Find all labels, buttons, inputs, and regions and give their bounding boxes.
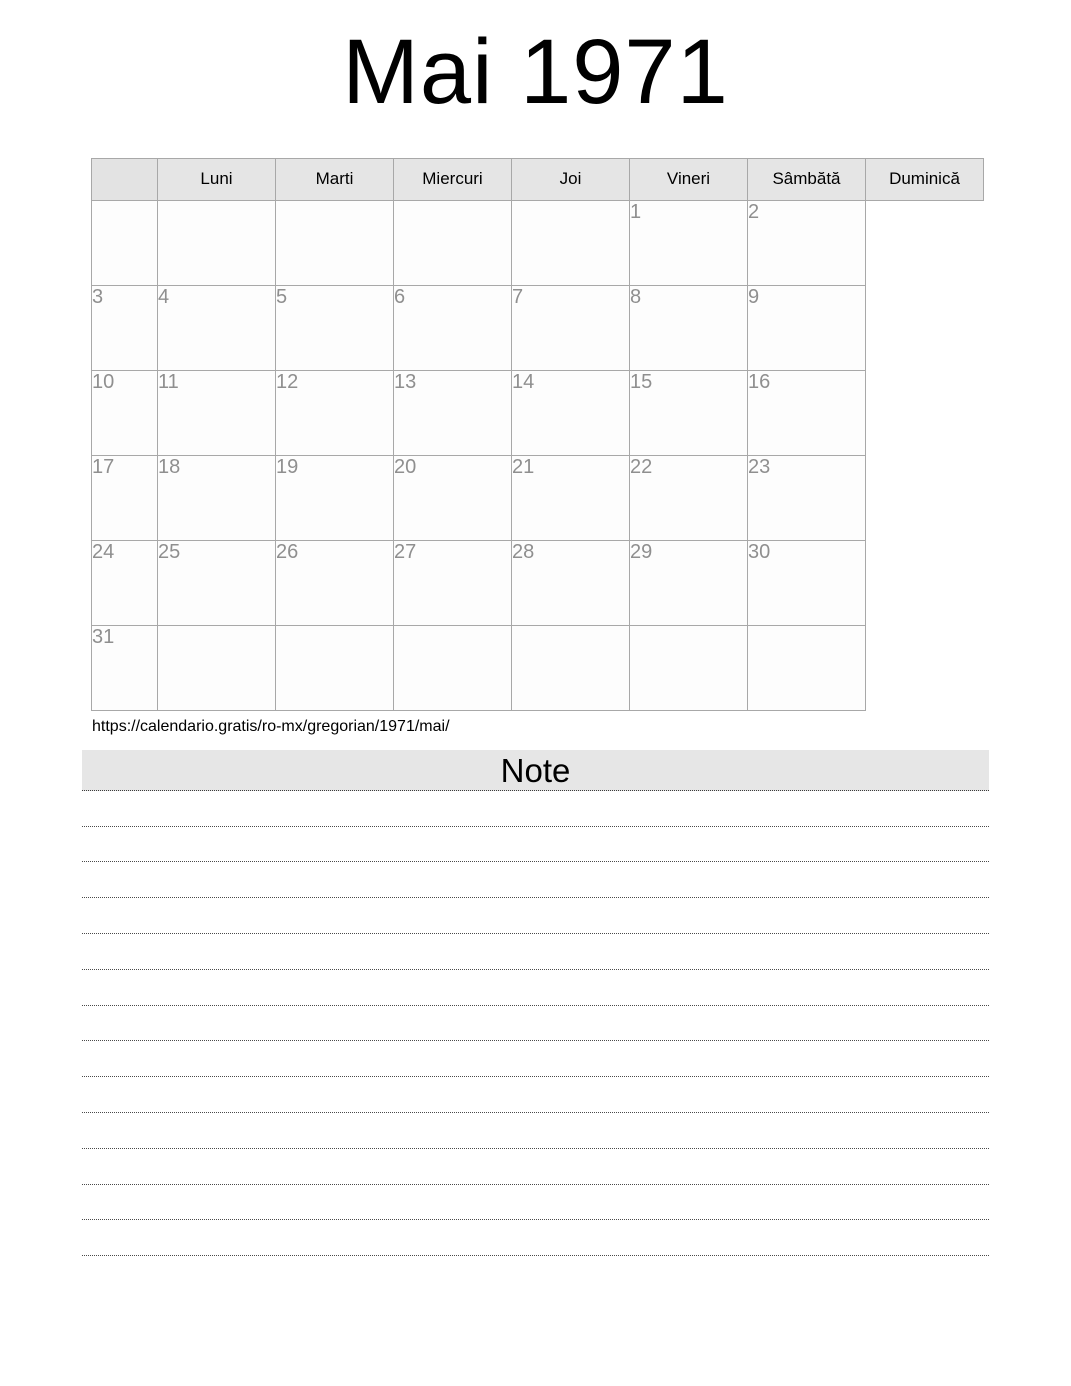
calendar-day-cell: 26 <box>276 540 394 625</box>
weekday-header: Vineri <box>630 158 748 200</box>
calendar-week-row <box>92 200 984 285</box>
calendar-week-row <box>92 625 984 710</box>
calendar-day-cell: 5 <box>276 285 394 370</box>
calendar-day-cell <box>92 200 158 285</box>
calendar-day-cell <box>512 625 630 710</box>
note-line <box>82 827 989 863</box>
calendar-week-row <box>92 455 984 540</box>
calendar-day-cell: 20 <box>394 455 512 540</box>
note-line <box>82 970 989 1006</box>
note-line <box>82 1077 989 1113</box>
weekday-header: Duminică <box>866 158 984 200</box>
calendar-day-cell: 3 <box>92 285 158 370</box>
weekday-header: Sâmbătă <box>748 158 866 200</box>
calendar-day-cell: 14 <box>512 370 630 455</box>
calendar-gutter-column <box>92 158 158 200</box>
note-line <box>82 934 989 970</box>
note-line <box>82 1041 989 1077</box>
calendar-day-cell <box>276 200 394 285</box>
note-lines <box>82 791 989 1256</box>
weekday-header: Joi <box>512 158 630 200</box>
calendar-day-cell: 30 <box>748 540 866 625</box>
calendar-day-cell: 28 <box>512 540 630 625</box>
note-line <box>82 1220 989 1256</box>
weekday-header: Luni <box>158 158 276 200</box>
note-line <box>82 1006 989 1042</box>
note-line <box>82 898 989 934</box>
calendar-week-row <box>92 285 984 370</box>
calendar-day-cell: 29 <box>630 540 748 625</box>
calendar-day-cell: 19 <box>276 455 394 540</box>
page-title: Mai 1971 <box>342 21 729 123</box>
calendar-day-cell: 2 <box>748 200 866 285</box>
notes-section <box>82 750 989 1256</box>
calendar-day-cell: 8 <box>630 285 748 370</box>
calendar-day-cell: 22 <box>630 455 748 540</box>
calendar-body <box>92 200 984 710</box>
weekday-header: Marti <box>276 158 394 200</box>
calendar-day-cell: 10 <box>92 370 158 455</box>
notes-heading: Note <box>82 750 989 791</box>
calendar-day-cell: 24 <box>92 540 158 625</box>
note-line <box>82 1149 989 1185</box>
calendar-day-cell: 9 <box>748 285 866 370</box>
calendar-day-cell: 17 <box>92 455 158 540</box>
weekday-row <box>92 158 984 200</box>
calendar-day-cell <box>630 625 748 710</box>
calendar-table <box>91 158 984 711</box>
calendar-day-cell: 18 <box>158 455 276 540</box>
weekday-header: Miercuri <box>394 158 512 200</box>
calendar-day-cell <box>158 625 276 710</box>
calendar-day-cell <box>394 625 512 710</box>
calendar-day-cell <box>748 625 866 710</box>
calendar-day-cell: 25 <box>158 540 276 625</box>
calendar-day-cell: 15 <box>630 370 748 455</box>
source-url: https://calendario.gratis/ro-mx/gregorian/1971/mai/ <box>92 717 450 735</box>
note-line <box>82 1185 989 1221</box>
calendar-day-cell: 1 <box>630 200 748 285</box>
calendar-day-cell: 23 <box>748 455 866 540</box>
note-line <box>82 1113 989 1149</box>
calendar-day-cell: 12 <box>276 370 394 455</box>
calendar-day-cell: 27 <box>394 540 512 625</box>
calendar-day-cell: 13 <box>394 370 512 455</box>
calendar-day-cell: 6 <box>394 285 512 370</box>
note-line <box>82 791 989 827</box>
calendar-day-cell: 16 <box>748 370 866 455</box>
calendar-day-cell: 7 <box>512 285 630 370</box>
calendar-day-cell: 11 <box>158 370 276 455</box>
calendar-day-cell: 21 <box>512 455 630 540</box>
calendar-day-cell: 4 <box>158 285 276 370</box>
note-line <box>82 862 989 898</box>
calendar-day-cell <box>276 625 394 710</box>
calendar-day-cell <box>512 200 630 285</box>
calendar-week-row <box>92 540 984 625</box>
calendar-week-row <box>92 370 984 455</box>
calendar-day-cell: 31 <box>92 625 158 710</box>
calendar-day-cell <box>158 200 276 285</box>
calendar-day-cell <box>394 200 512 285</box>
